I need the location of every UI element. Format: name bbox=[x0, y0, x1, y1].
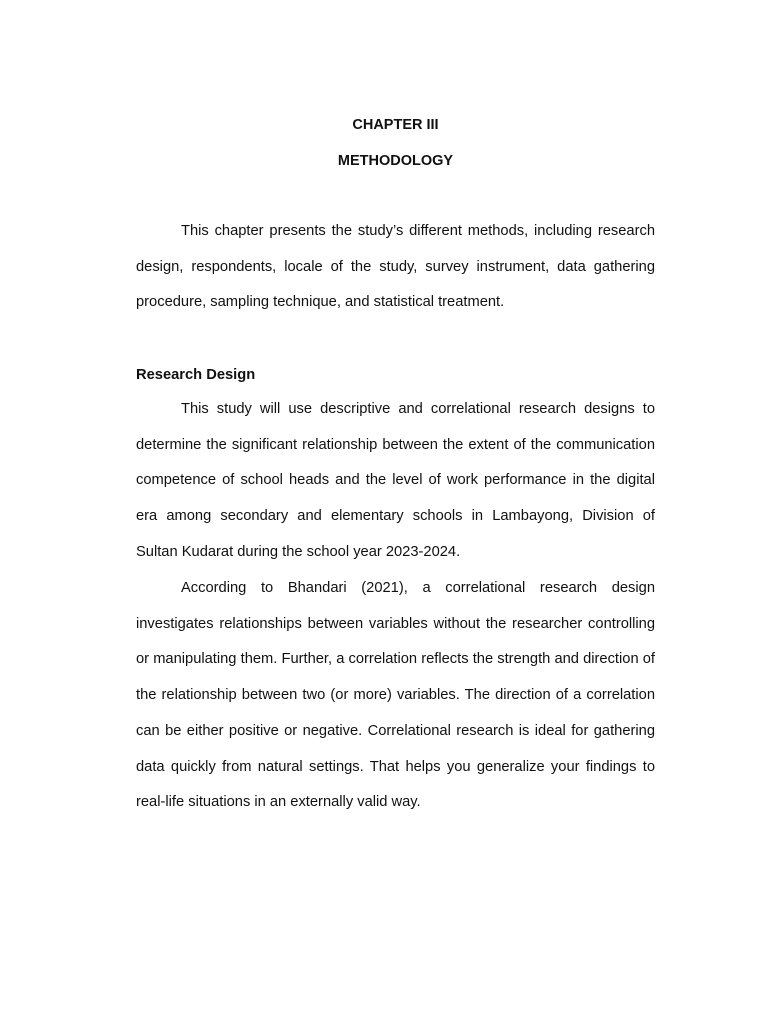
section-heading-research-design: Research Design bbox=[136, 367, 256, 383]
chapter-label: CHAPTER III bbox=[352, 117, 439, 133]
intro-paragraph: This chapter presents the study’s different methods, including research design, respondents, locale of the study, survey instrument, data gathering procedure, sampling technique, and statistical treatment. bbox=[136, 223, 655, 311]
chapter-title: METHODOLOGY bbox=[337, 153, 454, 169]
research-design-paragraph: This study will use descriptive and correlational research designs to determine the significant relationship between the extent of the communication competence of school heads and the level of work performance in the digital era among secondary and elementary schools in Lambayong, Division of Sultan Kudarat during the school year 2023-2024. bbox=[136, 401, 655, 560]
research-design-paragraph: According to Bhandari (2021), a correlational research design investigates relationships between variables without the researcher controlling or manipulating them. Further, a correlation reflects the strength and direction of the relationship between two (or more) variables. The direction of a correlation can be either positive or negative. Correlational research is ideal for gathering data quickly from natural settings. That helps you generalize your findings to real-life situations in an externally valid way. bbox=[136, 580, 655, 811]
